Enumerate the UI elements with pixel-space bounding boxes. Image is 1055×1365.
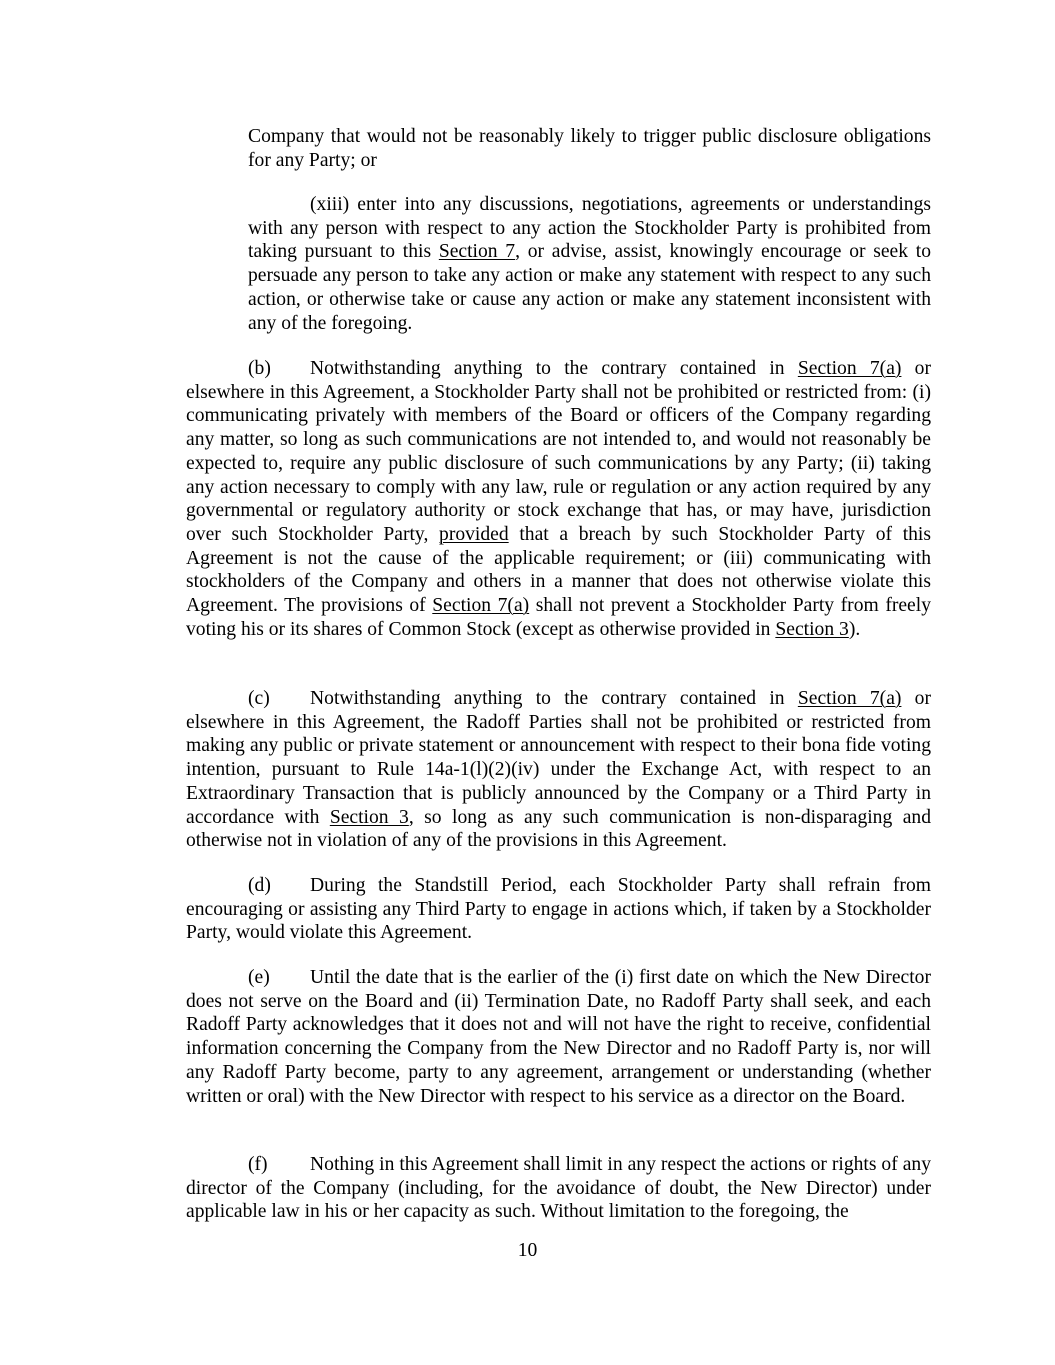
paragraph-c	[186, 687, 931, 853]
page-number: 10	[517, 1240, 538, 1261]
paragraph-text: that a breach by such Stockholder Party of this Agreement is not the cause of the applicable requirement; or (iii) communicating with stockholders of the Company and others in a manner that does not otherwise violate this Agreement. The provisions of	[186, 523, 932, 617]
paragraph-text: or elsewhere in this Agreement, the Radoff Parties shall not be prohibited or restricted from making any public or private statement or announcement with respect to their bona fide voting intention, pursuant to Rule 14a-1(l)(2)(iv) under the Exchange Act, with respect to an Extraordinary Transaction that is publicly announced by the Company or a Third Party in accordance with	[186, 688, 931, 828]
paragraph-text: Until the date that is the earlier of the (i) first date on which the New Director does not serve on the Board and (ii) Termination Date, no Radoff Party shall seek, and each Radoff Party acknowledges that it does not and will not have the right to receive, confidential information concerning the Company from the New Director and no Radoff Party is, nor will any Radoff Party become, party to any agreement, arrangement or understanding (whether written or oral) with the New Director with respect to his service as a director on the Board.	[186, 967, 931, 1107]
paragraph-text: or elsewhere in this Agreement, a Stockholder Party shall not be prohibited or restricted from: (i) communicating privately with members of the Board or officers of the Company regarding any matter, so long as such communications are not intended to, and would not reasonably be expected to, require any public disclosure of such communications by any Party; (ii) taking any action necessary to comply with any law, rule or regulation or any action required by any governmental or regulatory authority or stock exchange that has, or may have, jurisdiction over such Stockholder Party,	[186, 358, 931, 545]
xiii-text: (xiii) enter into any discussions, negotiations, agreements or understandings with any person with respect to any action the Stockholder Party is prohibited from taking pursuant to this	[248, 194, 931, 263]
provided-term: provided	[439, 523, 509, 545]
section-reference: Section 7	[438, 241, 516, 263]
section-reference: Section 3	[329, 806, 409, 828]
paragraph-text: , so long as any such communication is non-disparaging and otherwise not in violation of any of the provisions in this Agreement.	[186, 806, 932, 852]
section-reference: Section 7(a)	[797, 688, 902, 709]
section-reference: Section 7(a)	[797, 358, 902, 379]
paragraph-label: (c)	[248, 688, 270, 709]
paragraph-b	[186, 357, 931, 641]
paragraph-continuation	[248, 125, 931, 172]
paragraph-text: shall not prevent a Stockholder Party from freely voting his or its shares of Common Stock (except as otherwise provided in	[186, 595, 931, 640]
paragraph-text: Notwithstanding anything to the contrary contained in	[310, 358, 798, 379]
paragraph-label: (d)	[248, 875, 271, 896]
xiii-text-after: , or advise, assist, knowingly encourage or seek to persuade any person to take any action or make any statement with respect to any such action, or otherwise take or cause any action or make any statement inconsistent with any of the foregoing.	[248, 241, 931, 334]
paragraph-label: (e)	[248, 967, 270, 988]
paragraph-xiii	[248, 193, 931, 335]
paragraph-text: ).	[848, 618, 861, 640]
continuation-text: Company that would not be reasonably likely to trigger public disclosure obligations for any Party; or	[248, 126, 931, 171]
paragraph-label: (f)	[248, 1154, 268, 1175]
paragraph-text: During the Standstill Period, each Stockholder Party shall refrain from encouraging or assisting any Third Party to engage in actions which, if taken by a Stockholder Party, would violate this Agreement.	[186, 875, 931, 944]
paragraph-d	[186, 874, 931, 945]
section-reference: Section 7(a)	[432, 595, 530, 617]
paragraph-label: (b)	[248, 358, 271, 379]
paragraph-text: Nothing in this Agreement shall limit in any respect the actions or rights of any director of the Company (including, for the avoidance of doubt, the New Director) under applicable law in his or her capacity as such. Without limitation to the foregoing, the	[186, 1154, 931, 1223]
paragraph-f	[186, 1153, 931, 1224]
section-reference: Section 3	[775, 618, 849, 640]
paragraph-e	[186, 966, 931, 1108]
paragraph-text: Notwithstanding anything to the contrary contained in	[310, 688, 798, 709]
